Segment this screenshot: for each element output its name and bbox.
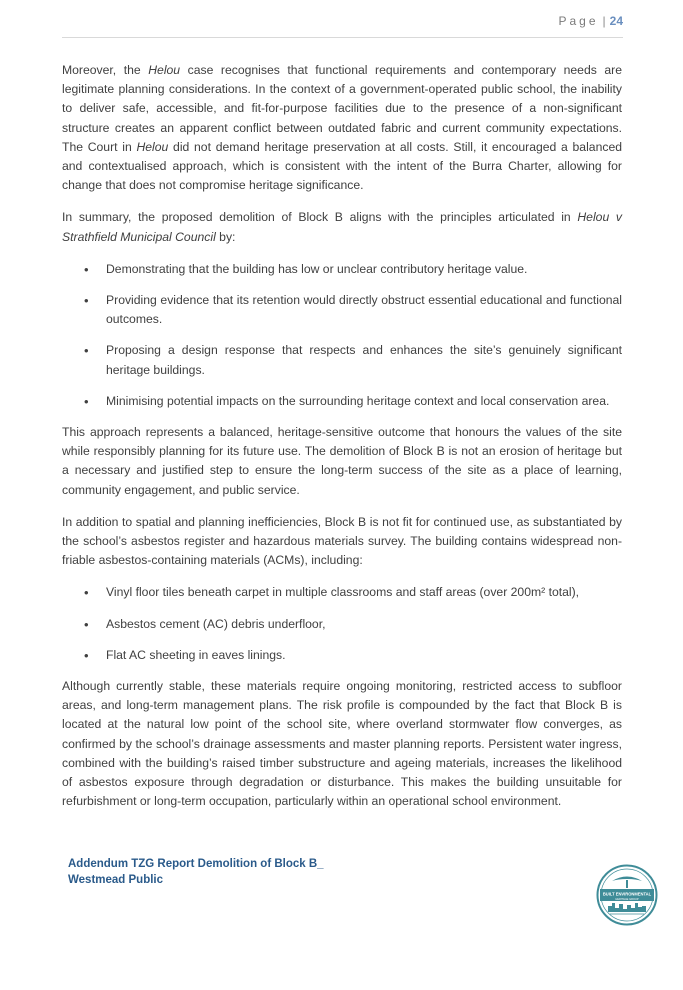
list-item: • Flat AC sheeting in eaves linings. bbox=[62, 646, 622, 665]
logo-text-2: HERITAGE GROUP bbox=[615, 897, 639, 901]
text-run: case recognises that functional requirements and contemporary needs are legitimate planning considerations. In the context of a government-operated public school, the inability to deliver safe, accessible, and fit-for-purpose facilities due to the presence of a non-significant structure creates an apparent conflict between outdated fabric and current community expectations. The Court in bbox=[62, 63, 622, 154]
logo-text-1: BUILT ENVIRONMENTAL bbox=[602, 891, 652, 897]
heritage-group-logo bbox=[596, 864, 658, 926]
page-label: Page bbox=[558, 14, 599, 28]
text-run: did not demand heritage preservation at all costs. Still, it encouraged a balanced and contextualised approach, which is consistent with the intent of the Burra Charter, allowing for change that does not compromise heritage significance. bbox=[62, 139, 623, 193]
footer-document-title bbox=[68, 856, 324, 888]
paragraph-approach: This approach represents a balanced, heritage-sensitive outcome that honours the values of the site while responsibly planning for its future use. The demolition of Block B is not an erosion of heritage but a necessary and justified step to ensure the long-term success of the site as a place of learning, community engagement, and public service. bbox=[62, 425, 622, 497]
italic-case-name: Helou bbox=[148, 63, 181, 77]
italic-case-name: Helou bbox=[136, 139, 169, 154]
list-item: • Asbestos cement (AC) debris underfloor, bbox=[62, 615, 622, 634]
text-run: Moreover, the bbox=[62, 63, 149, 77]
list-item: • Minimising potential impacts on the surrounding heritage context and local conservation area. bbox=[62, 392, 622, 411]
asbestos-materials-list bbox=[62, 583, 622, 665]
header-divider bbox=[62, 37, 623, 38]
principles-list bbox=[62, 260, 622, 411]
list-item: • Demonstrating that the building has low or unclear contributory heritage value. bbox=[62, 260, 622, 279]
text-run: by: bbox=[215, 229, 236, 244]
list-item: • Proposing a design response that respects and enhances the site’s genuinely significant heritage buildings. bbox=[62, 341, 622, 379]
page-separator: | bbox=[602, 14, 606, 28]
paragraph-risk-profile: Although currently stable, these materials require ongoing monitoring, restricted access to subfloor areas, and long-term management plans. The risk profile is compounded by the fact that Block B is located at the natural low point of the school site, where overland stormwater flow converges, as confirmed by the school’s drainage assessments and master planning reports. Persistent water ingress, combined with the building’s raised timber substructure and ageing materials, increases the likelihood of asbestos exposure through degradation or disturbance. This makes the building unsuitable for refurbishment or long-term occupation, particularly within an operational school environment. bbox=[62, 679, 622, 809]
list-item: • Providing evidence that its retention would directly obstruct essential educational and functional outcomes. bbox=[62, 291, 622, 329]
footer-title-line-2: Westmead Public bbox=[68, 874, 164, 886]
text-run: In summary, the proposed demolition of Block B aligns with the principles articulated in bbox=[62, 210, 578, 225]
paragraph-summary-intro bbox=[62, 208, 622, 246]
paragraph-helou-context bbox=[62, 61, 622, 195]
list-item: • Vinyl floor tiles beneath carpet in multiple classrooms and staff areas (over 200m² total), bbox=[62, 583, 622, 602]
italic-case-name: Helou v Strathfield Municipal Council bbox=[62, 210, 622, 244]
document-body bbox=[62, 61, 622, 825]
paragraph-asbestos-intro: In addition to spatial and planning inefficiencies, Block B is not fit for continued use, as substantiated by the school’s asbestos register and hazardous materials survey. The building contains widespread non-friable asbestos-containing materials (ACMs), including: bbox=[62, 514, 622, 568]
page-number: 24 bbox=[609, 14, 623, 28]
footer-title-line-1: Addendum TZG Report Demolition of Block B_ bbox=[68, 858, 324, 870]
page-header bbox=[558, 14, 623, 28]
